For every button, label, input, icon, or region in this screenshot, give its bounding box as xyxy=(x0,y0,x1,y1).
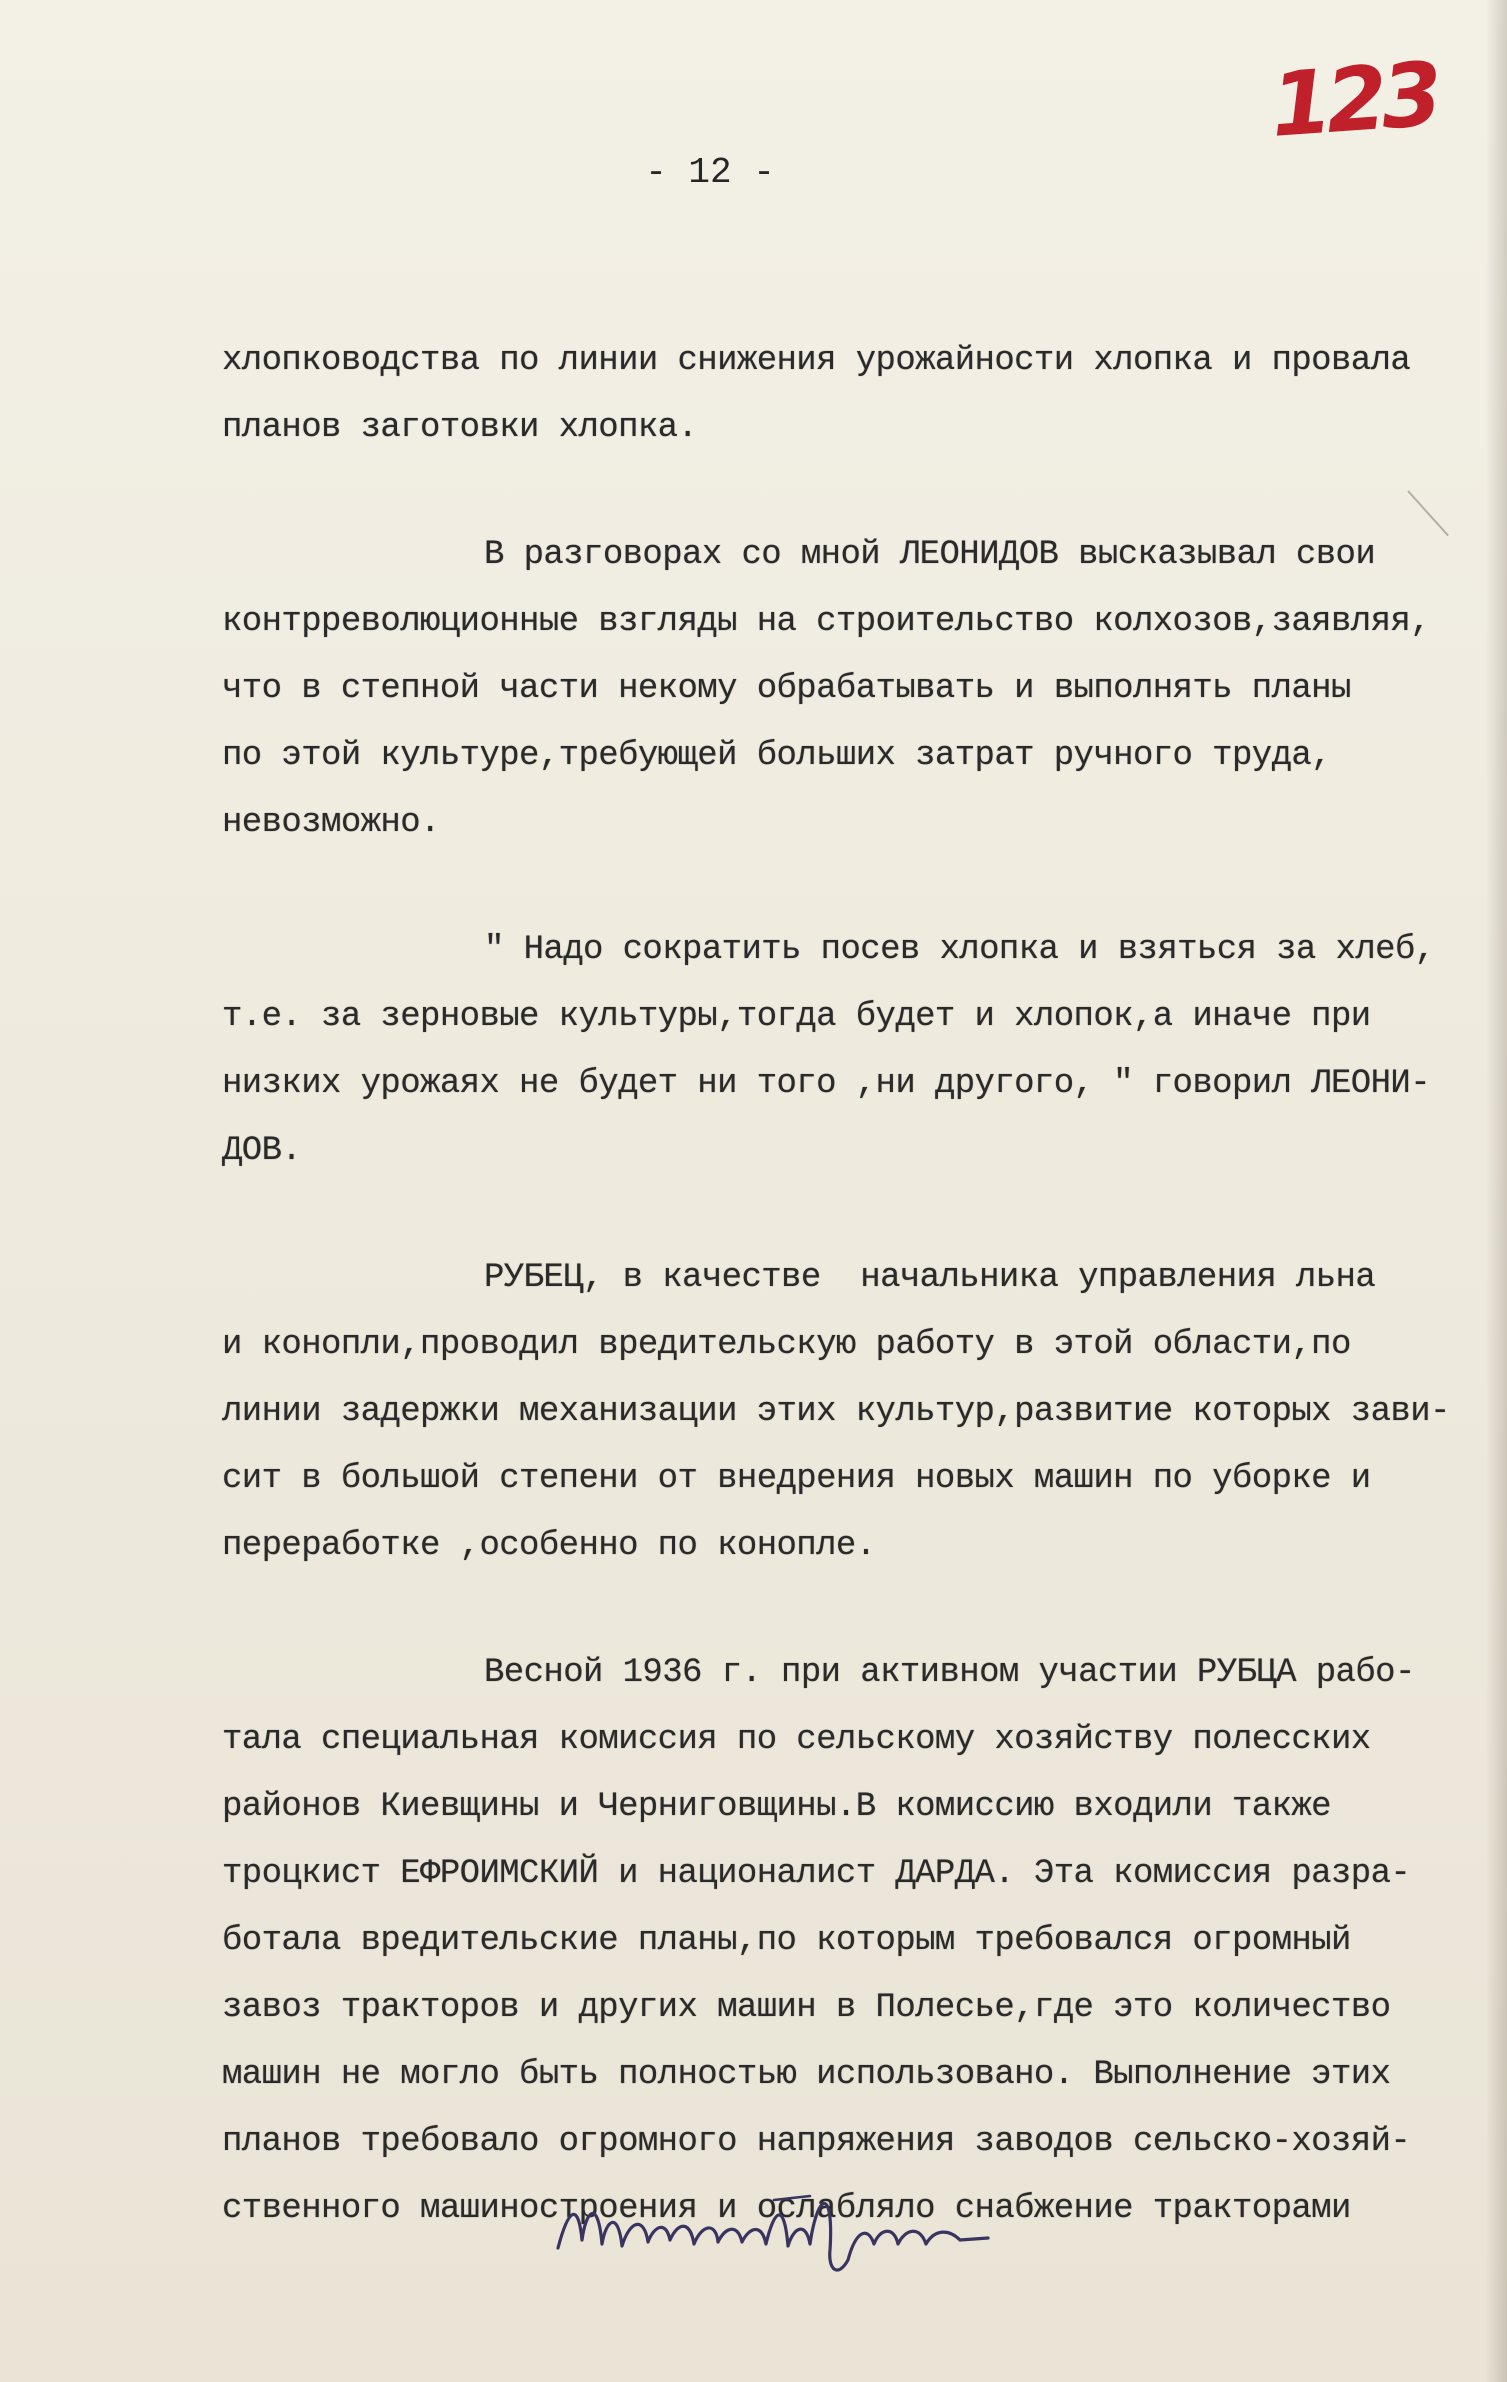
text-line: тала специальная комиссия по сельскому хозяйству полесских xyxy=(222,1721,1371,1759)
text-line: сит в большой степени от внедрения новых машин по уборке и xyxy=(222,1460,1371,1498)
text-line: планов требовало огромного напряжения заводов сельско-хозяй- xyxy=(222,2123,1411,2161)
text-line: троцкист ЕФРОИМСКИЙ и националист ДАРДА. Эта комиссия разра- xyxy=(222,1855,1411,1893)
text-line: ДОВ. xyxy=(222,1132,302,1170)
page-edge-shadow xyxy=(1485,0,1507,2382)
text-line: " Надо сократить посев хлопка и взяться за хлеб, xyxy=(484,931,1435,969)
paragraph xyxy=(222,917,1462,1185)
text-line: контрреволюционные взгляды на строительство колхозов,заявляя, xyxy=(222,603,1431,641)
text-line: т.е. за зерновые культуры,тогда будет и хлопок,а иначе при xyxy=(222,998,1371,1036)
text-line: низких урожаях не будет ни того ,ни другого, " говорил ЛЕОНИ- xyxy=(222,1065,1431,1103)
text-line: ботала вредительские планы,по которым требовался огромный xyxy=(222,1922,1351,1960)
text-line: машин не могло быть полностью использовано. Выполнение этих xyxy=(222,2056,1391,2094)
paragraph xyxy=(222,1245,1462,1580)
text-line: и конопли,проводил вредительскую работу в этой области,по xyxy=(222,1326,1351,1364)
paragraph xyxy=(222,1640,1462,2243)
text-line: линии задержки механизации этих культур,развитие которых зави- xyxy=(222,1393,1450,1431)
handwritten-signature xyxy=(548,2170,1018,2290)
text-line: ственного машиностроения и ослабляло снабжение тракторами xyxy=(222,2190,1351,2228)
text-line: хлопководства по линии снижения урожайности хлопка и провала xyxy=(222,342,1411,380)
text-line: районов Киевщины и Черниговщины.В комиссию входили также xyxy=(222,1788,1331,1826)
typed-body xyxy=(222,328,1462,2243)
page-number: - 12 - xyxy=(645,152,775,193)
folio-number: 123 xyxy=(1267,42,1440,157)
text-line: переработке ,особенно по конопле. xyxy=(222,1527,876,1565)
text-line: по этой культуре,требующей больших затрат ручного труда, xyxy=(222,737,1331,775)
text-line: В разговорах со мной ЛЕОНИДОВ высказывал свои xyxy=(484,536,1376,574)
text-line: невозможно. xyxy=(222,804,440,842)
paragraph xyxy=(222,522,1462,857)
text-line: планов заготовки хлопка. xyxy=(222,409,698,447)
text-line: завоз тракторов и других машин в Полесье,где это количество xyxy=(222,1989,1391,2027)
text-line: Весной 1936 г. при активном участии РУБЦА рабо- xyxy=(484,1654,1415,1692)
text-line: РУБЕЦ, в качестве начальника управления льна xyxy=(484,1259,1376,1297)
paragraph xyxy=(222,328,1462,462)
text-line: что в степной части некому обрабатывать и выполнять планы xyxy=(222,670,1351,708)
